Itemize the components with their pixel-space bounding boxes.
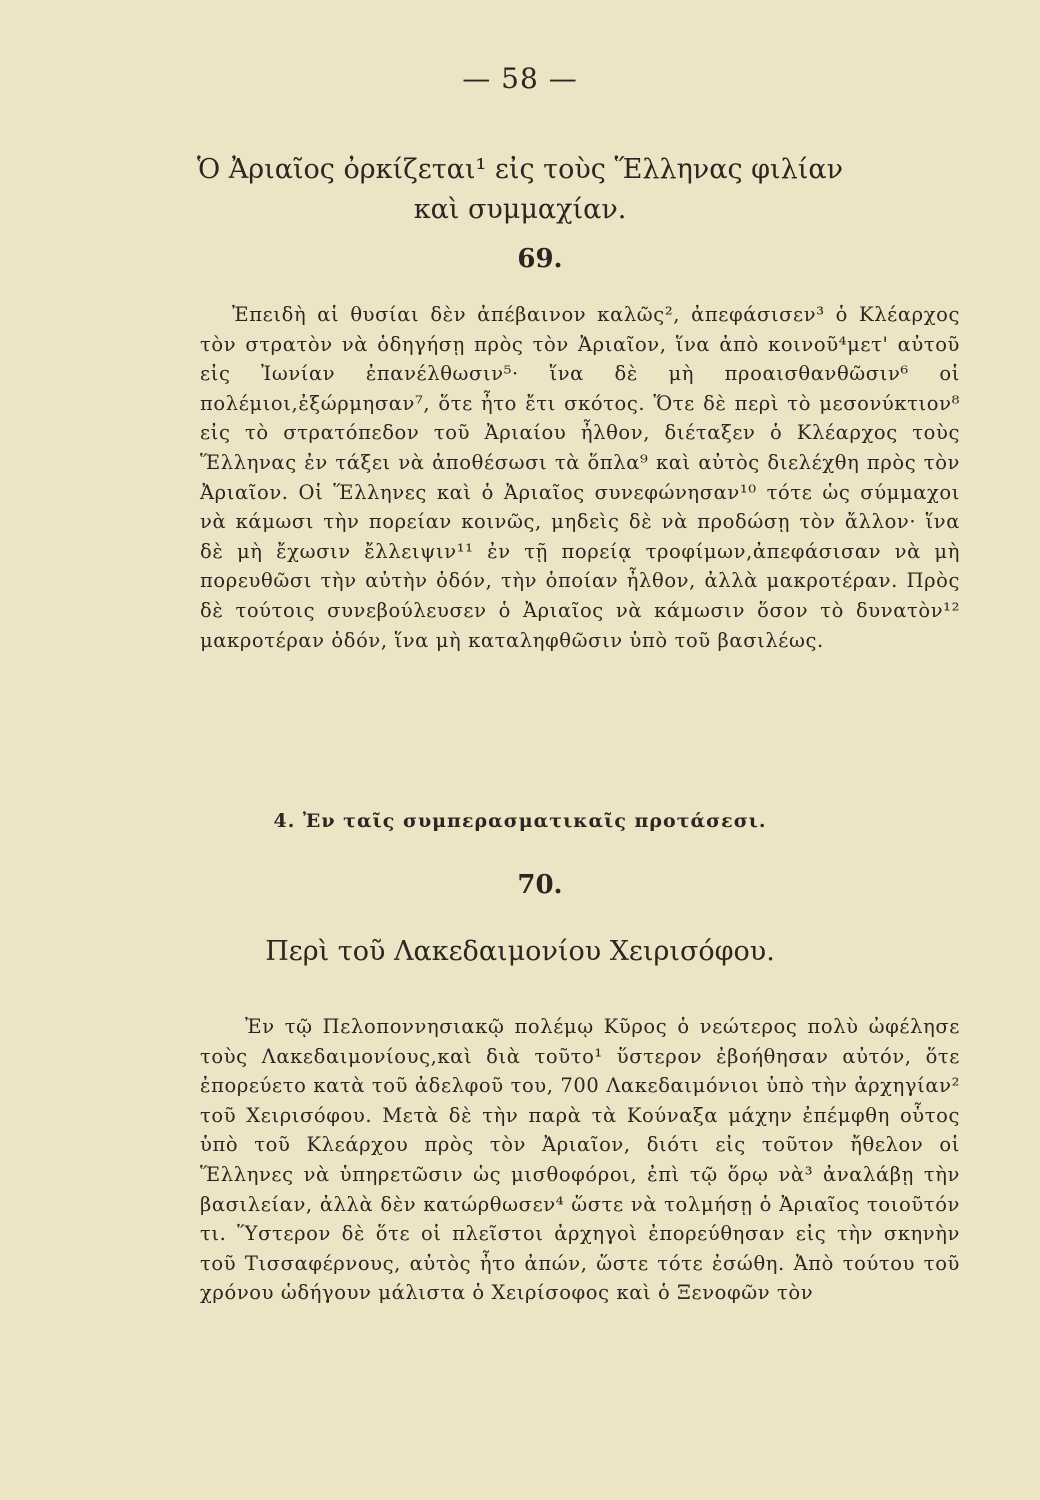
subheading: 4. Ἐν ταῖς συμπερασματικαῖς προτάσεσι. bbox=[273, 810, 767, 832]
section-70-title: Περὶ τοῦ Λακεδαιμονίου Χειρισόφου. bbox=[265, 936, 775, 967]
section-number-70: 70. bbox=[517, 870, 563, 900]
page-number: — 58 — bbox=[462, 62, 578, 95]
section-70-paragraph: Ἐν τῷ Πελοποννησιακῷ πολέμῳ Κῦρος ὁ νεώτερος πολὺ ὠφέλησε τοὺς Λακεδαιμονίους,καὶ διὰ τοῦτο¹ ὕστερον ἐβοήθησαν αὐτόν, ὅτε ἐπορεύετο κατὰ τοῦ ἀδελφοῦ του, 700 Λακεδαιμόνιοι ὑπὸ τὴν ἀρχηγίαν² τοῦ Χειρισόφου. Μετὰ δὲ τὴν παρὰ τὰ Κούναξα μάχην ἐπέμφθη οὗτος ὑπὸ τοῦ Κλεάρχου πρὸς τὸν Ἀριαῖον, διότι εἰς τοῦτον ἤθελον οἱ Ἕλληνες νὰ ὑπηρετῶσιν ὡς μισθοφόροι, ἐπὶ τῷ ὅρῳ νὰ³ ἀναλάβῃ τὴν βασιλείαν, ἀλλὰ δὲν κατώρθωσεν⁴ ὥστε νὰ τολμήσῃ ὁ Ἀριαῖος τοιοῦτόν τι. Ὕστερον δὲ ὅτε οἱ πλεῖστοι ἀρχηγοὶ ἐπορεύθησαν εἰς τὴν σκηνὴν τοῦ Τισσαφέρνους, αὐτὸς ἦτο ἀπών, ὥστε τότε ἐσώθη. Ἀπὸ τούτου τοῦ χρόνου ὡδήγουν μάλιστα ὁ Χειρίσοφος καὶ ὁ Ξενοφῶν τὸν bbox=[200, 1015, 960, 1305]
chapter-title bbox=[0, 150, 1040, 230]
chapter-title-line1: Ὁ Ἀριαῖος ὀρκίζεται¹ εἰς τοὺς Ἕλληνας φιλίαν bbox=[196, 154, 843, 185]
section-69-paragraph: Ἐπειδὴ αἱ θυσίαι δὲν ἀπέβαινον καλῶς², ἀπεφάσισεν³ ὁ Κλέαρχος τὸν στρατὸν νὰ ὁδηγήσῃ πρὸς τὸν Ἀριαῖον, ἵνα ἀπὸ κοινοῦ⁴μετ' αὐτοῦ εἰς Ἰωνίαν ἐπανέλθωσιν⁵· ἵνα δὲ μὴ προαισθανθῶσιν⁶ οἱ πολέμιοι,ἐξώρμησαν⁷, ὅτε ἦτο ἔτι σκότος. Ὅτε δὲ περὶ τὸ μεσονύκτιον⁸ εἰς τὸ στρατόπεδον τοῦ Ἀριαίου ἦλθον, διέταξεν ὁ Κλέαρχος τοὺς Ἕλληνας ἐν τάξει νὰ ἀποθέσωσι τὰ ὅπλα⁹ καὶ αὐτὸς διελέχθη πρὸς τὸν Ἀριαῖον. Οἱ Ἕλληνες καὶ ὁ Ἀριαῖος συνεφώνησαν¹⁰ τότε ὡς σύμμαχοι νὰ κάμωσι τὴν πορείαν κοινῶς, μηδεὶς δὲ νὰ προδώσῃ τὸν ἄλλον· ἵνα δὲ μὴ ἔχωσιν ἔλλειψιν¹¹ ἐν τῇ πορείᾳ τροφίμων,ἀπεφάσισαν νὰ μὴ πορευθῶσι τὴν αὐτὴν ὁδόν, τὴν ὁποίαν ἦλθον, ἀλλὰ μακροτέραν. Πρὸς δὲ τούτοις συνεβούλευσεν ὁ Ἀριαῖος νὰ κάμωσιν ὅσον τὸ δυνατὸν¹² μακροτέραν ὁδόν, ἵνα μὴ καταληφθῶσιν ὑπὸ τοῦ βασιλέως. bbox=[200, 303, 960, 652]
section-number-69: 69. bbox=[517, 244, 563, 274]
chapter-title-line2: καὶ συμμαχίαν. bbox=[413, 194, 627, 225]
